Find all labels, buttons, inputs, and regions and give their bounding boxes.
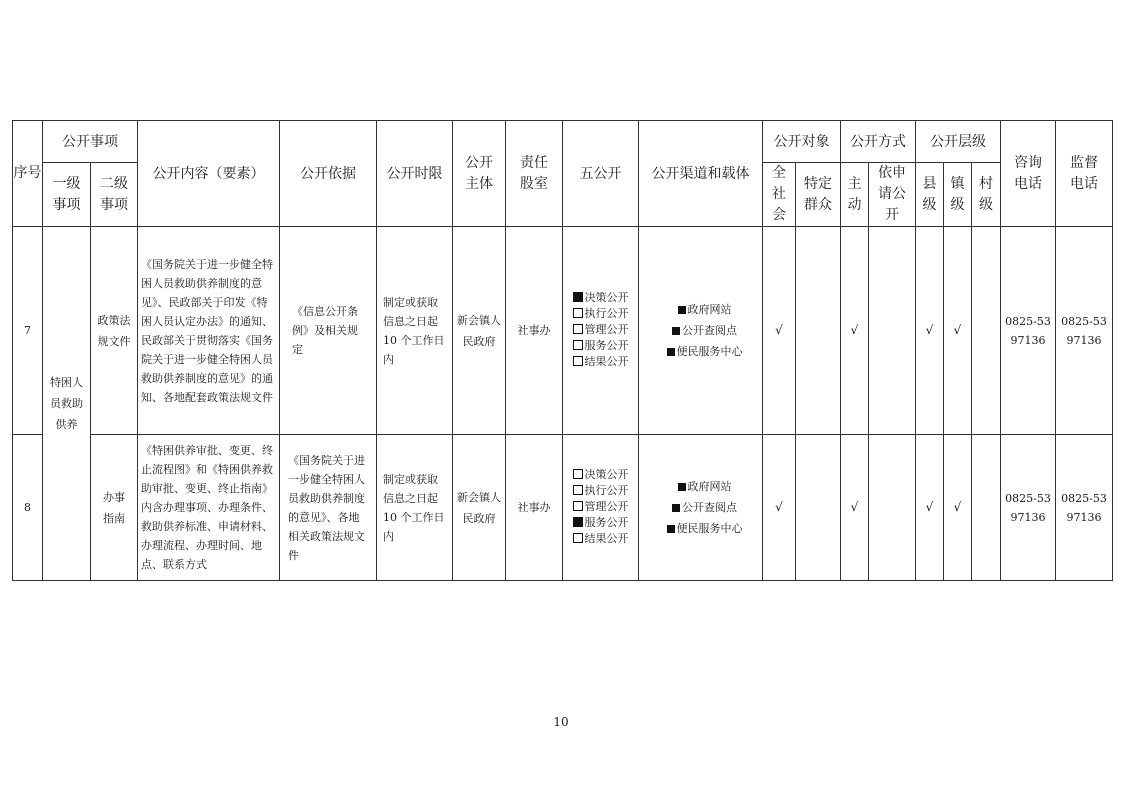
checkbox-empty-icon xyxy=(573,356,583,366)
channel-item: 政府网站 xyxy=(647,299,762,320)
header-five-open: 五公开 xyxy=(563,121,639,227)
header-dept: 责任股室 xyxy=(506,121,563,227)
level-county-cell: √ xyxy=(916,435,944,581)
header-method-active: 主动 xyxy=(841,163,869,227)
basis-cell: 《信息公开条例》及相关规定 xyxy=(280,227,377,435)
level2-item: 办事指南 xyxy=(91,435,138,581)
header-method-apply: 依申请公开 xyxy=(869,163,916,227)
channel-item: 便民服务中心 xyxy=(647,518,762,539)
filled-square-icon xyxy=(667,525,675,533)
header-target-specific: 特定群众 xyxy=(796,163,841,227)
five-open-item: 决策公开 xyxy=(573,467,629,483)
dept-cell: 社事办 xyxy=(506,435,563,581)
checkbox-empty-icon xyxy=(573,469,583,479)
level1-item: 特困人员救助供养 xyxy=(43,227,91,581)
level-town-cell: √ xyxy=(944,435,972,581)
consult-phone-cell: 0825-5397136 xyxy=(1001,435,1056,581)
time-limit-cell: 制定或获取信息之日起 10 个工作日内 xyxy=(377,227,453,435)
filled-square-icon xyxy=(667,348,675,356)
five-open-cell xyxy=(563,435,639,581)
checkbox-empty-icon xyxy=(573,340,583,350)
method-apply-cell xyxy=(869,227,916,435)
filled-square-icon xyxy=(672,504,680,512)
filled-square-icon xyxy=(672,327,680,335)
header-target-all: 全社会 xyxy=(763,163,796,227)
header-content: 公开内容（要素） xyxy=(138,121,280,227)
header-method: 公开方式 xyxy=(841,121,916,163)
disclosure-table xyxy=(12,120,1113,581)
five-open-item: 执行公开 xyxy=(573,483,629,499)
table-row xyxy=(13,435,1113,581)
channel-item: 公开查阅点 xyxy=(647,320,762,341)
header-supervise-phone: 监督电话 xyxy=(1056,121,1113,227)
five-open-item: 管理公开 xyxy=(573,499,629,515)
five-open-list xyxy=(573,467,629,547)
row-seq: 7 xyxy=(13,227,43,435)
checkbox-empty-icon xyxy=(573,308,583,318)
content-cell: 《国务院关于进一步健全特困人员救助供养制度的意见》、民政部关于印发《特困人员认定办法》的通知、民政部关于贯彻落实《国务院关于进一步健全特困人员救助供养制度的意见》的通知、各地配套政策法规文件 xyxy=(138,227,280,435)
header-time-limit: 公开时限 xyxy=(377,121,453,227)
checkbox-empty-icon xyxy=(573,501,583,511)
target-all-cell: √ xyxy=(763,227,796,435)
filled-square-icon xyxy=(678,306,686,314)
header-target: 公开对象 xyxy=(763,121,841,163)
five-open-item: 管理公开 xyxy=(573,322,629,338)
header-level2: 二级事项 xyxy=(91,163,138,227)
level2-item: 政策法规文件 xyxy=(91,227,138,435)
target-specific-cell xyxy=(796,435,841,581)
header-channel: 公开渠道和载体 xyxy=(639,121,763,227)
subject-cell: 新会镇人民政府 xyxy=(453,435,506,581)
channel-cell xyxy=(639,227,763,435)
level-county-cell: √ xyxy=(916,227,944,435)
header-basis: 公开依据 xyxy=(280,121,377,227)
level-village-cell xyxy=(972,435,1001,581)
filled-square-icon xyxy=(678,483,686,491)
method-apply-cell xyxy=(869,435,916,581)
channel-item: 便民服务中心 xyxy=(647,341,762,362)
header-open-matter: 公开事项 xyxy=(43,121,138,163)
supervise-phone-cell: 0825-5397136 xyxy=(1056,435,1113,581)
checkbox-empty-icon xyxy=(573,485,583,495)
channel-item: 公开查阅点 xyxy=(647,497,762,518)
channel-cell xyxy=(639,435,763,581)
five-open-item: 执行公开 xyxy=(573,306,629,322)
header-consult-phone: 咨询电话 xyxy=(1001,121,1056,227)
level-town-cell: √ xyxy=(944,227,972,435)
target-specific-cell xyxy=(796,227,841,435)
consult-phone-cell: 0825-5397136 xyxy=(1001,227,1056,435)
header-seq: 序号 xyxy=(13,121,43,227)
checkbox-empty-icon xyxy=(573,533,583,543)
five-open-item: 结果公开 xyxy=(573,354,629,370)
level-village-cell xyxy=(972,227,1001,435)
header-subject: 公开主体 xyxy=(453,121,506,227)
subject-cell: 新会镇人民政府 xyxy=(453,227,506,435)
five-open-item: 结果公开 xyxy=(573,531,629,547)
five-open-cell xyxy=(563,227,639,435)
header-level-county: 县级 xyxy=(916,163,944,227)
supervise-phone-cell: 0825-5397136 xyxy=(1056,227,1113,435)
header-level-town: 镇级 xyxy=(944,163,972,227)
checkbox-filled-icon xyxy=(573,517,583,527)
checkbox-filled-icon xyxy=(573,292,583,302)
content-cell: 《特困供养审批、变更、终止流程图》和《特困供养救助审批、变更、终止指南》内含办理事项、办理条件、救助供养标准、申请材料、办理流程、办理时间、地点、联系方式 xyxy=(138,435,280,581)
header-level1: 一级事项 xyxy=(43,163,91,227)
dept-cell: 社事办 xyxy=(506,227,563,435)
five-open-item: 服务公开 xyxy=(573,515,629,531)
five-open-list xyxy=(573,290,629,370)
page-number: 10 xyxy=(553,715,569,729)
method-active-cell: √ xyxy=(841,435,869,581)
time-limit-cell: 制定或获取信息之日起 10 个工作日内 xyxy=(377,435,453,581)
row-seq: 8 xyxy=(13,435,43,581)
five-open-item: 服务公开 xyxy=(573,338,629,354)
header-level: 公开层级 xyxy=(916,121,1001,163)
basis-cell: 《国务院关于进一步健全特困人员救助供养制度的意见》、各地相关政策法规文件 xyxy=(280,435,377,581)
checkbox-empty-icon xyxy=(573,324,583,334)
target-all-cell: √ xyxy=(763,435,796,581)
method-active-cell: √ xyxy=(841,227,869,435)
table-row xyxy=(13,227,1113,435)
header-level-village: 村级 xyxy=(972,163,1001,227)
channel-item: 政府网站 xyxy=(647,476,762,497)
five-open-item: 决策公开 xyxy=(573,290,629,306)
